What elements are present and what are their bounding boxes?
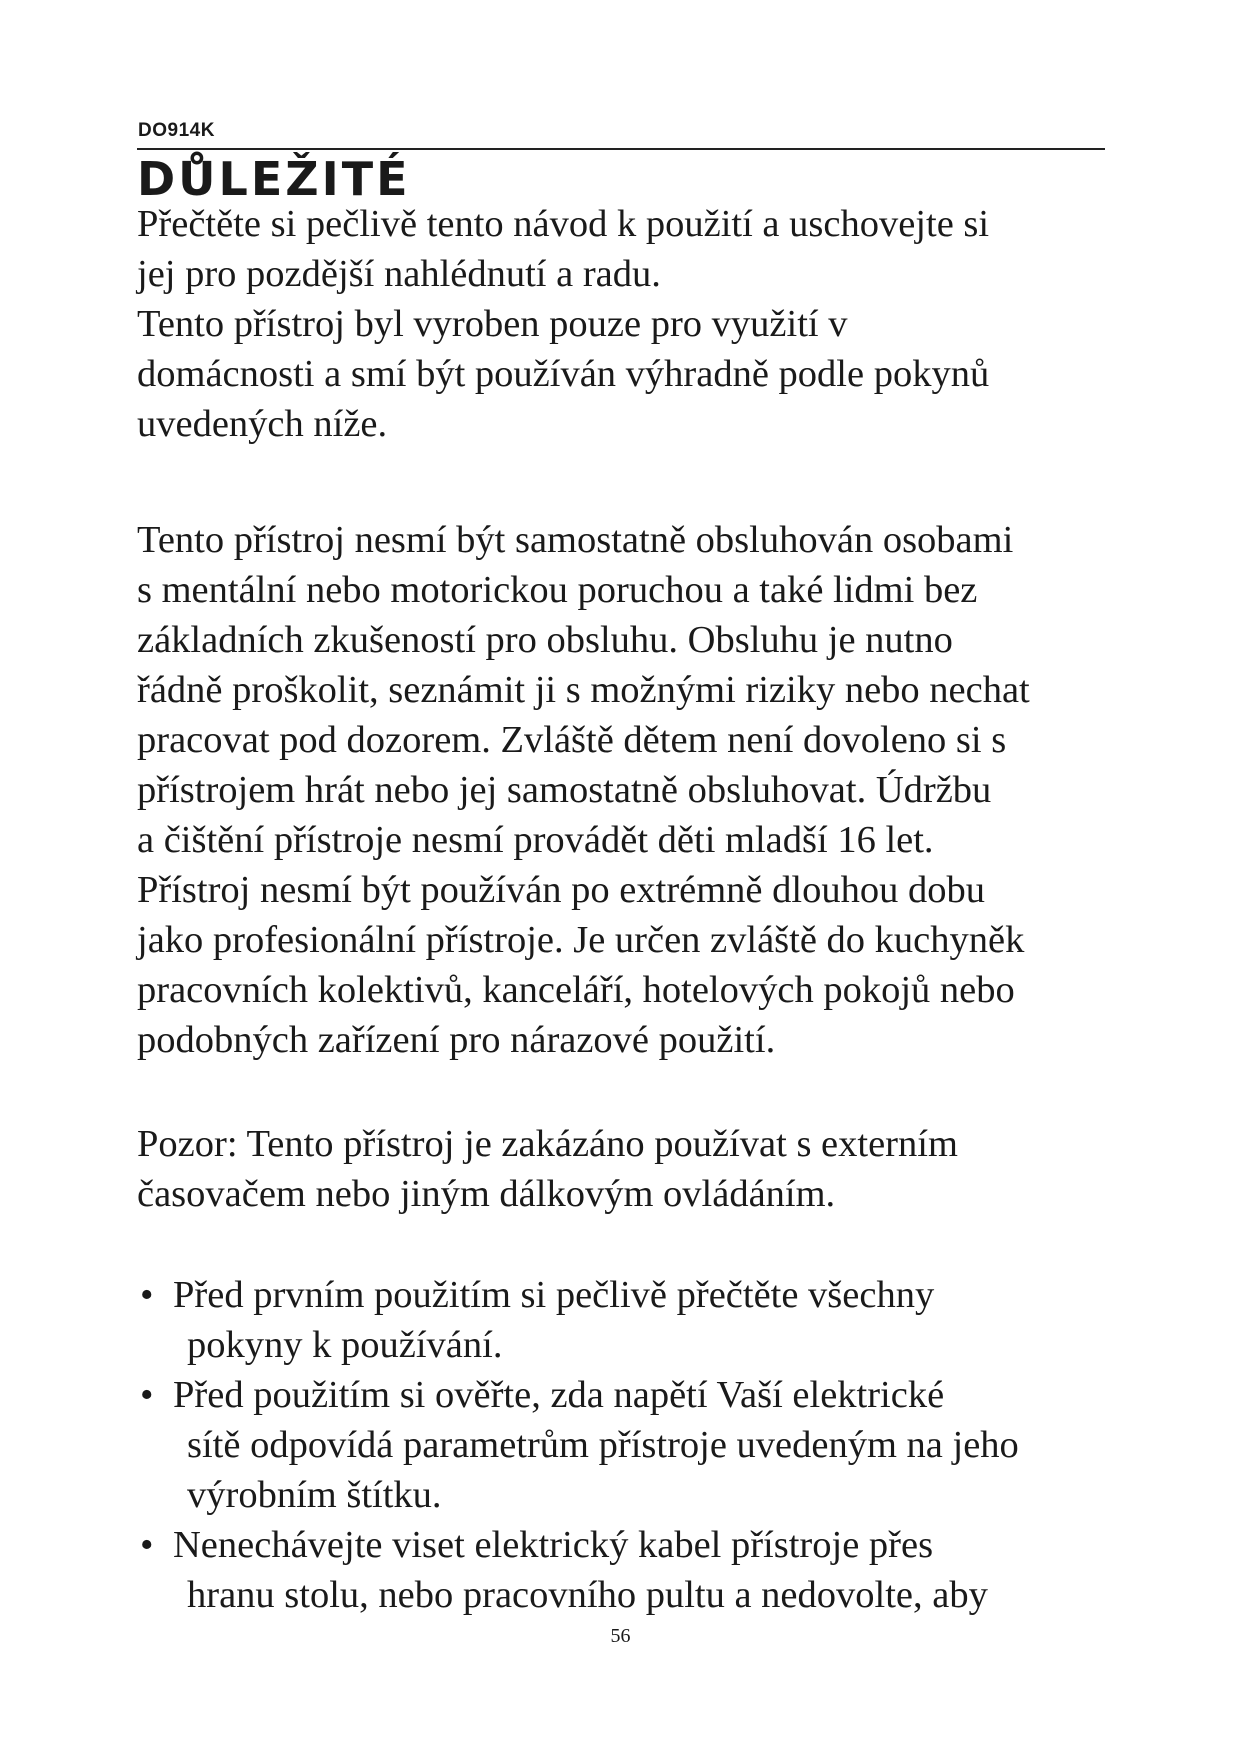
list-item [140,1520,1125,1620]
paragraph-line: Přístroj nesmí být používán po extrémně dlouhou dobu [137,869,985,911]
instruction-list [140,1270,1125,1620]
paragraph-line: jej pro pozdější nahlédnutí a radu. [137,253,661,295]
bullet-icon: • [140,1524,154,1566]
paragraph-line: řádně proškolit, seznámit ji s možnými riziky nebo nechat [137,669,1030,711]
paragraph-line: jako profesionální přístroje. Je určen zvláště do kuchyněk [137,919,1025,961]
paragraph-line: Pozor: Tento přístroj je zakázáno používat s externím [137,1123,958,1165]
list-item-line: výrobním štítku. [187,1474,442,1516]
paragraph-line: podobných zařízení pro nárazové použití. [137,1019,776,1061]
bullet-icon: • [140,1374,154,1416]
paragraph-line: Tento přístroj byl vyroben pouze pro využití v [137,303,848,345]
paragraph-line: časovačem nebo jiným dálkovým ovládáním. [137,1173,836,1215]
page-number: 56 [610,1625,631,1647]
list-item [140,1270,1125,1370]
list-item-line: Před použitím si ověřte, zda napětí Vaší elektrické [173,1374,945,1416]
paragraph-line: základních zkušeností pro obsluhu. Obsluhu je nutno [137,619,953,661]
paragraph-safety [137,515,1122,1065]
paragraph-line: a čištění přístroje nesmí provádět děti mladší 16 let. [137,819,934,861]
paragraph-line: Přečtěte si pečlivě tento návod k použití a uschovejte si [137,203,990,245]
list-item-line: sítě odpovídá parametrům přístroje uvedeným na jeho [187,1424,1019,1466]
paragraph-line: domácnosti a smí být používán výhradně podle pokynů [137,353,990,395]
paragraph-warning [137,1119,1122,1219]
page-title: DŮLEŽITÉ [137,152,411,206]
list-item-line: pokyny k používání. [187,1324,503,1366]
paragraph-line: s mentální nebo motorickou poruchou a také lidmi bez [137,569,978,611]
model-number: DO914K [138,120,215,141]
header-divider [137,148,1105,150]
paragraph-line: přístrojem hrát nebo jej samostatně obsluhovat. Údržbu [137,769,992,811]
paragraph-line: pracovních kolektivů, kanceláří, hotelových pokojů nebo [137,969,1015,1011]
paragraph-intro [137,199,1122,449]
bullet-icon: • [140,1274,154,1316]
list-item [140,1370,1125,1520]
paragraph-line: uvedených níže. [137,403,388,445]
paragraph-line: Tento přístroj nesmí být samostatně obsluhován osobami [137,519,1014,561]
paragraph-line: pracovat pod dozorem. Zvláště dětem není dovoleno si s [137,719,1007,761]
list-item-line: Před prvním použitím si pečlivě přečtěte všechny [173,1274,935,1316]
list-item-line: hranu stolu, nebo pracovního pultu a nedovolte, aby [187,1574,988,1616]
list-item-line: Nenechávejte viset elektrický kabel přístroje přes [173,1524,934,1566]
